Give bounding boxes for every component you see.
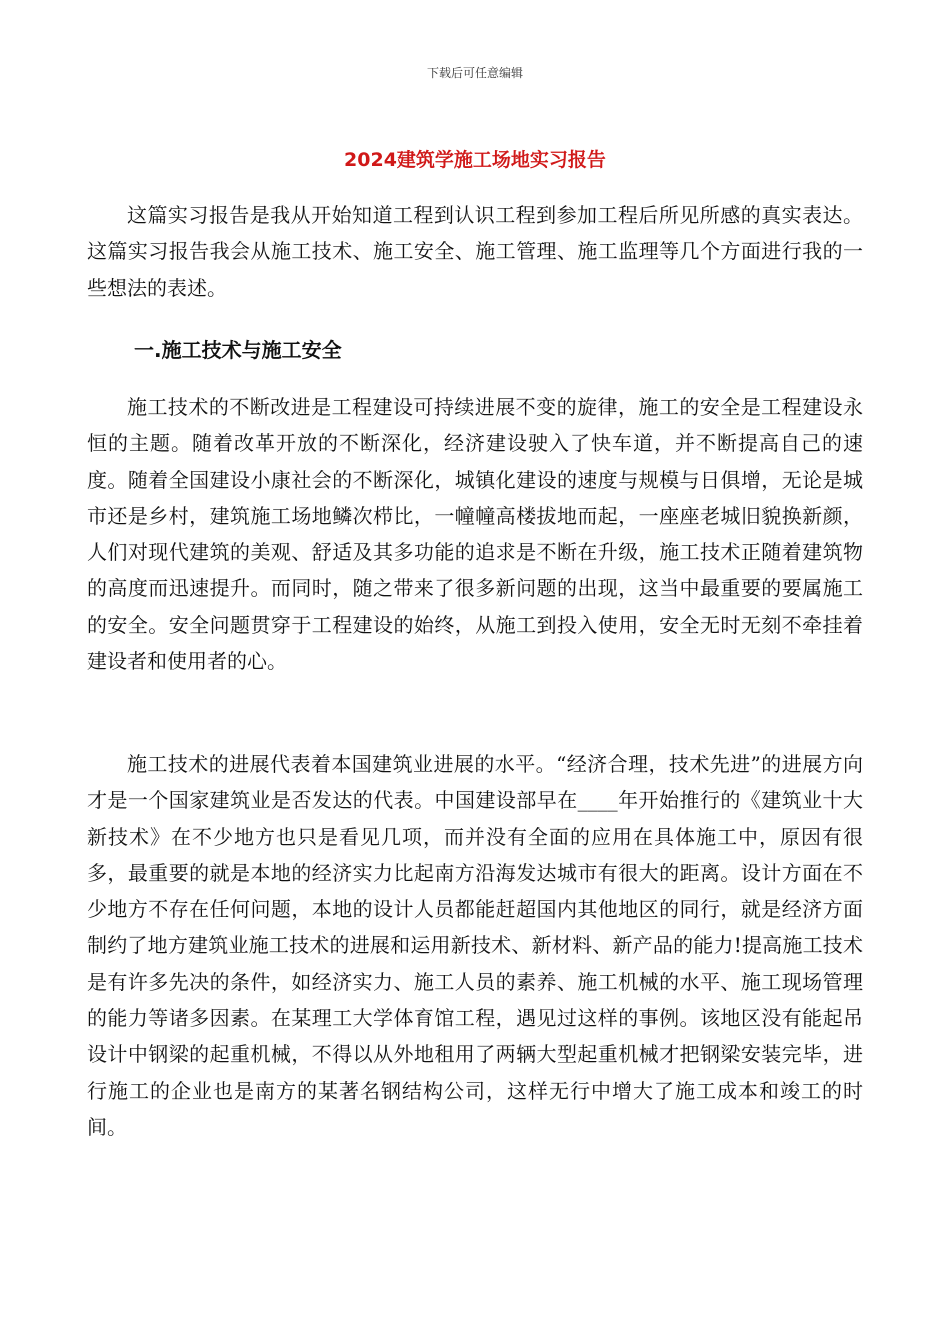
section-heading: 一.施工技术与施工安全 [134,338,342,362]
header-note: 下载后可任意编辑 [426,66,523,80]
document-title: 2024建筑学施工场地实习报告 [344,149,606,171]
intro-paragraph: 这篇实习报告是我从开始知道工程到认识工程到参加工程后所见所感的真实表达。这篇实习报告我会从施工技术、施工安全、施工管理、施工监理等几个方面进行我的一些想法的表述。 [87,203,863,300]
body-paragraph: 施工技术的不断改进是工程建设可持续进展不变的旋律，施工的安全是工程建设永恒的主题。随着改革开放的不断深化，经济建设驶入了快车道，并不断提高自己的速度。随着全国建设小康社会的不断深化，城镇化建设的速度与规模与日俱增，无论是城市还是乡村，建筑施工场地鳞次栉比，一幢幢高楼拔地而起，一座座老城旧貌换新颜，人们对现代建筑的美观、舒适及其多功能的追求是不断在升级，施工技术正随着建筑物的高度而迅速提升。而同时，随之带来了很多新问题的出现，这当中最重要的要属施工的安全。安全问题贯穿于工程建设的始终，从施工到投入使用，安全无时无刻不牵挂着建设者和使用者的心。 [87,395,863,674]
body-paragraph: 施工技术的进展代表着本国建筑业进展的水平。“经济合理，技术先进”的进展方向才是一个国家建筑业是否发达的代表。中国建设部早在____年开始推行的《建筑业十大新技术》在不少地方也只是看见几项，而并没有全面的应用在具体施工中，原因有很多，最重要的就是本地的经济实力比起南方沿海发达城市有很大的距离。设计方面在不少地方不存在任何问题，本地的设计人员都能赶超国内其他地区的同行，就是经济方面制约了地方建筑业施工技术的进展和运用新技术、新材料、新产品的能力!提高施工技术是有许多先决的条件，如经济实力、施工人员的素养、施工机械的水平、施工现场管理的能力等诸多因素。在某理工大学体育馆工程，遇见过这样的事例。该地区没有能起吊设计中钢梁的起重机械，不得以从外地租用了两辆大型起重机械才把钢梁安装完毕，进行施工的企业也是南方的某著名钢结构公司，这样无行中增大了施工成本和竣工的时间。 [87,752,863,1139]
